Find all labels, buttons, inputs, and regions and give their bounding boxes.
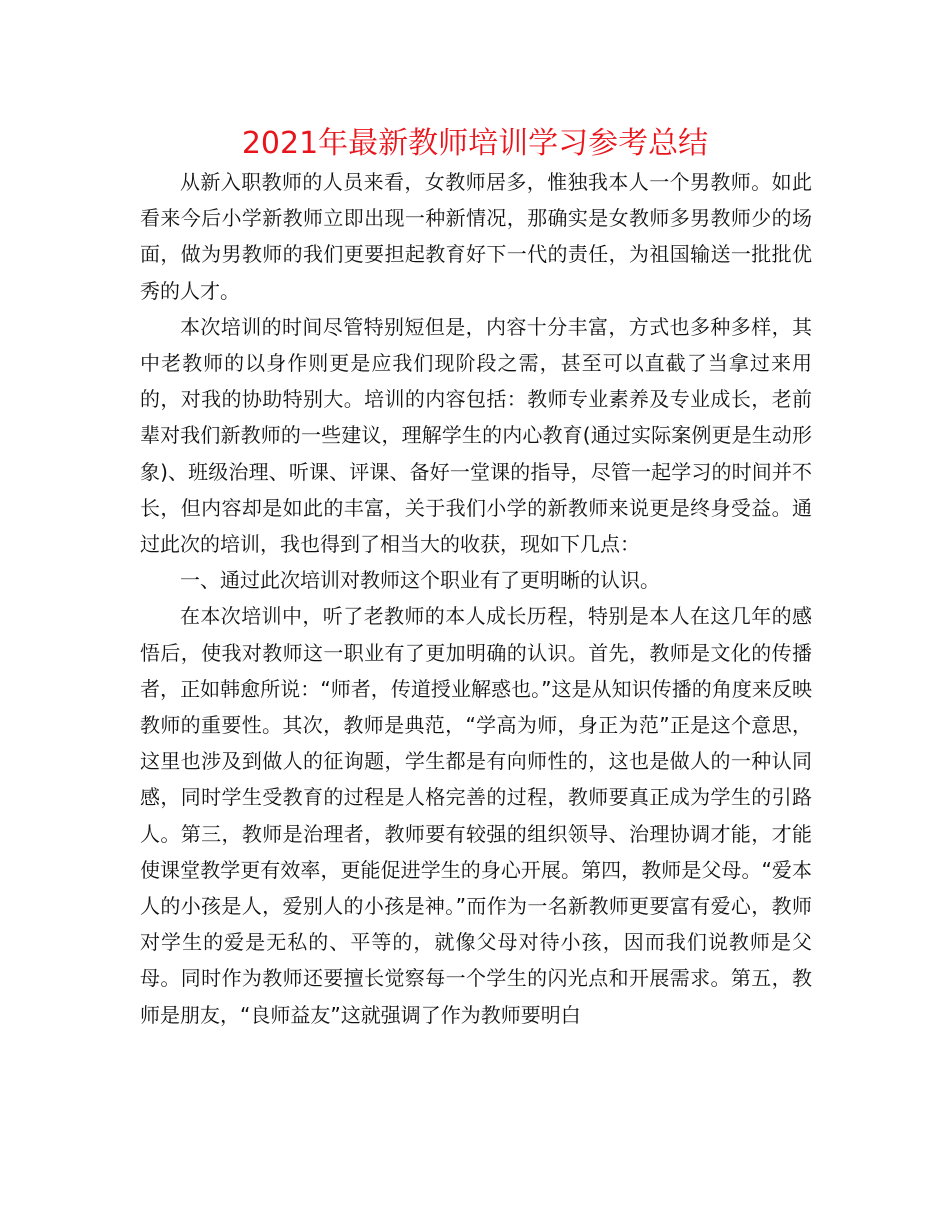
paragraph-1: 从新入职教师的人员来看，女教师居多，惟独我本人一个男教师。如此看来今后小学新教师立即出现一种新情况，那确实是女教师多男教师少的场面，做为男教师的我们更要担起教育好下一代的责任，为祖国输送一批批优秀的人才。 [140,170,812,303]
paragraph-3: 在本次培训中，听了老教师的本人成长历程，特别是本人在这几年的感悟后，使我对教师这一职业有了更加明确的认识。首先，教师是文化的传播者，正如韩愈所说：“师者，传道授业解惑也。”这是从知识传播的角度来反映教师的重要性。其次，教师是典范，“学高为师，身正为范”正是这个意思，这里也涉及到做人的征询题，学生都是有向师性的，这也是做人的一种认同感，同时学生受教育的过程是人格完善的过程，教师要真正成为学生的引路人。第三，教师是治理者，教师要有较强的组织领导、治理协调才能，才能使课堂教学更有效率，更能促进学生的身心开展。第四，教师是父母。“爱本人的小孩是人，爱别人的小孩是神。”而作为一名新教师更要富有爱心，教师对学生的爱是无私的、平等的，就像父母对待小孩，因而我们说教师是父母。同时作为教师还要擅长觉察每一个学生的闪光点和开展需求。第五，教师是朋友，“良师益友”这就强调了作为教师要明白 [140,604,812,1027]
document-body [140,164,812,1033]
paragraph-2: 本次培训的时间尽管特别短但是，内容十分丰富，方式也多种多样，其中老教师的以身作则更是应我们现阶段之需，甚至可以直截了当拿过来用的，对我的协助特别大。培训的内容包括：教师专业素养及专业成长，老前辈对我们新教师的一些建议，理解学生的内心教育(通过实际案例更是生动形象)、班级治理、听课、评课、备好一堂课的指导，尽管一起学习的时间并不长，但内容却是如此的丰富，关于我们小学的新教师来说更是终身受益。通过此次的培训，我也得到了相当大的收获，现如下几点： [140,314,812,557]
section-heading-1: 一、通过此次培训对教师这个职业有了更明晰的认识。 [180,568,660,593]
document-title: 2021年最新教师培训学习参考总结 [241,126,709,161]
